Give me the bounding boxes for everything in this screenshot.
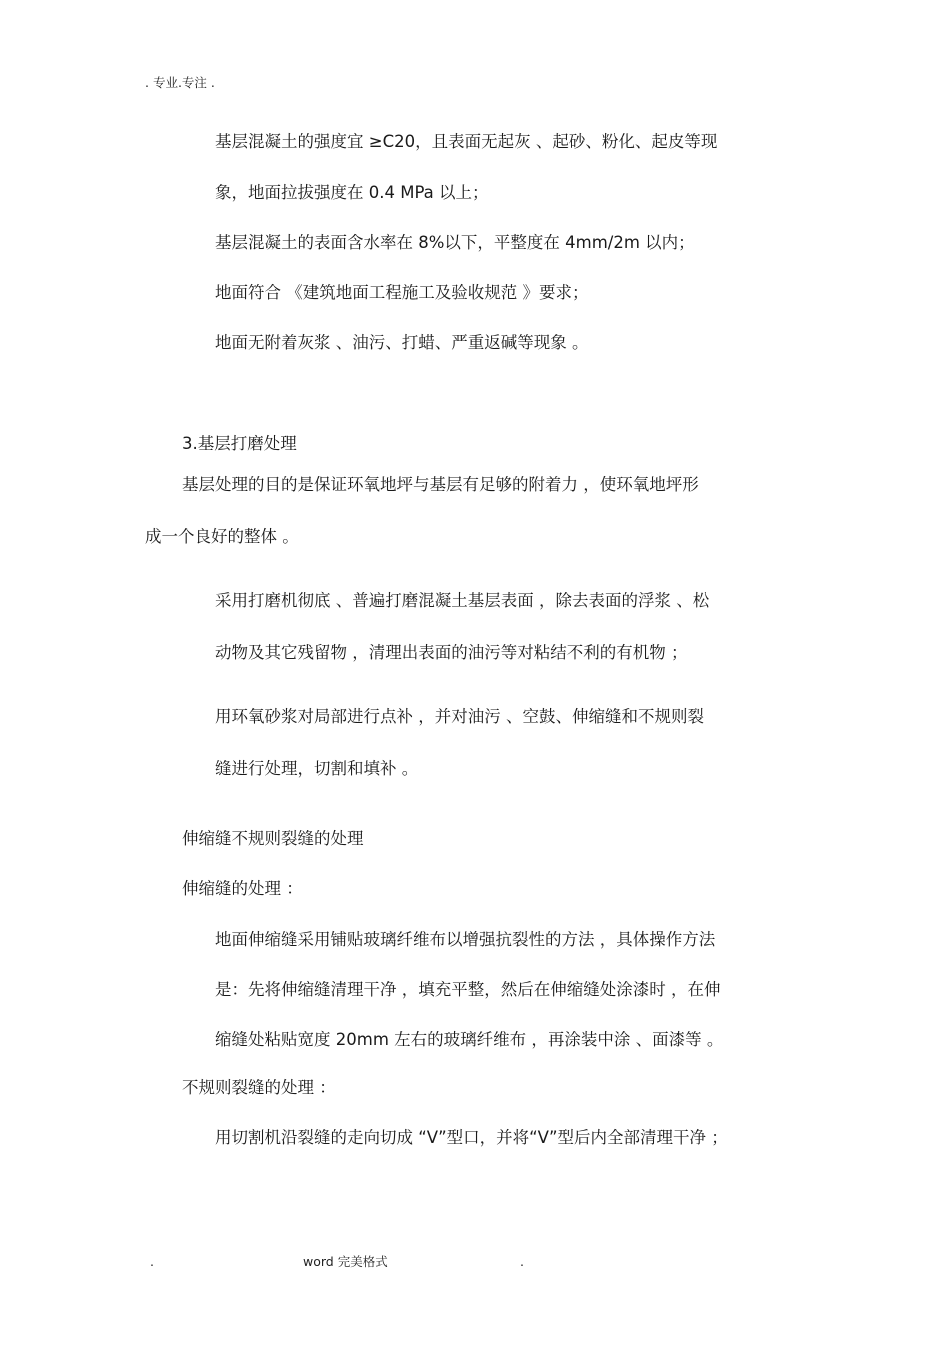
paragraph-line: 缩缝处粘贴宽度 20mm 左右的玻璃纤维布 ，再涂装中涂 、面漆等 。 (215, 1030, 724, 1049)
requirement-line: 基层混凝土的强度宜 ≥C20，且表面无起灰 、起砂、粉化、起皮等现 (215, 132, 718, 151)
requirement-line: 象，地面拉拔强度在 0.4 MPa 以上； (215, 183, 489, 202)
page-header: . 专业.专注 . (145, 75, 215, 90)
paragraph-line: 基层处理的目的是保证环氧地坪与基层有足够的附着力 ，使环氧地坪形 (182, 475, 699, 494)
paragraph-line: 地面伸缩缝采用铺贴玻璃纤维布以增强抗裂性的方法 ，具体操作方法 (215, 930, 716, 949)
step-line: 采用打磨机彻底 、普遍打磨混凝土基层表面 ，除去表面的浮浆 、松 (215, 591, 710, 610)
footer-left: . (150, 1254, 154, 1269)
requirement-line: 基层混凝土的表面含水率在 8%以下，平整度在 4mm/2m 以内； (215, 233, 695, 252)
footer-center: word 完美格式 (303, 1254, 388, 1269)
subsection-heading: 伸缩缝的处理 ： (182, 879, 303, 898)
step-line: 动物及其它残留物 ，清理出表面的油污等对粘结不利的有机物 ； (215, 643, 688, 662)
subsection-heading: 不规则裂缝的处理 ： (182, 1078, 336, 1097)
footer-right: . (520, 1254, 524, 1269)
section-heading: 3.基层打磨处理 (182, 434, 297, 453)
paragraph-line: 是：先将伸缩缝清理干净 ，填充平整，然后在伸缩缝处涂漆时 ，在伸 (215, 980, 721, 999)
step-line: 缝进行处理，切割和填补 。 (215, 759, 419, 778)
requirement-line: 地面符合 《建筑地面工程施工及验收规范 》要求； (215, 283, 589, 302)
paragraph-line: 用切割机沿裂缝的走向切成 “V”型口，并将“V”型后内全部清理干净 ； (215, 1128, 728, 1147)
step-line: 用环氧砂浆对局部进行点补 ，并对油污 、空鼓、伸缩缝和不规则裂 (215, 707, 704, 726)
section-heading: 伸缩缝不规则裂缝的处理 (182, 829, 364, 848)
requirement-line: 地面无附着灰浆 、油污、打蜡、严重返碱等现象 。 (215, 333, 589, 352)
paragraph-line: 成一个良好的整体 。 (145, 527, 299, 546)
